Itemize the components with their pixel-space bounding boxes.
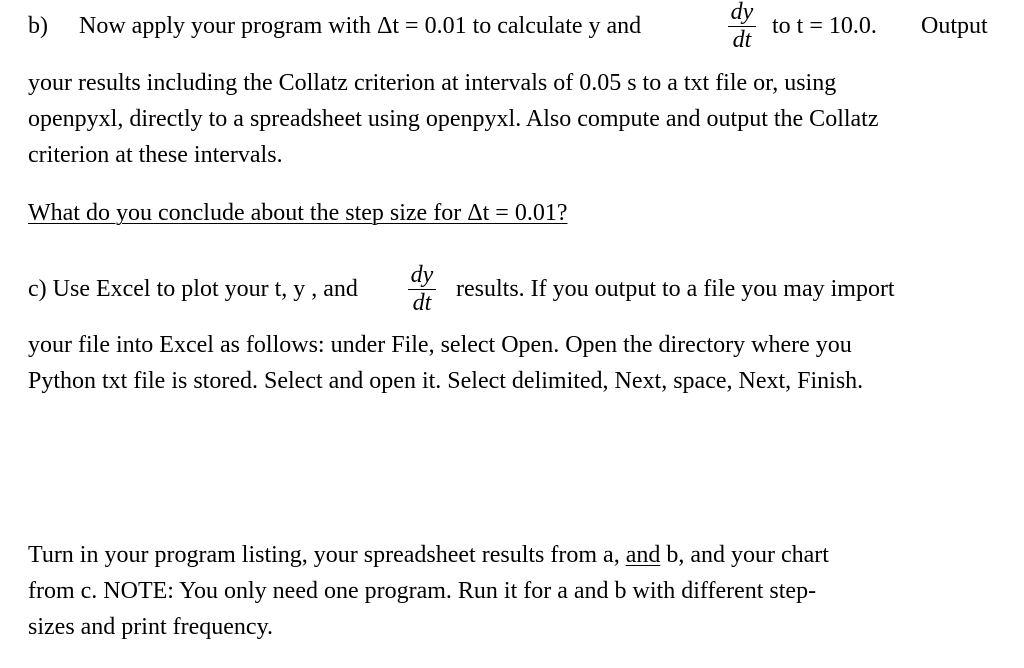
fraction-denominator: dt	[412, 290, 432, 316]
fraction-numerator: dy	[410, 262, 434, 288]
turn-in-line2: from c. NOTE: You only need one program. Run it for a and b with different step-	[28, 578, 817, 604]
part-b-label: b)	[28, 13, 48, 39]
part-b-line1-tail: to t = 10.0.	[772, 13, 877, 39]
part-c-line1-tail: results. If you output to a file you may import	[456, 276, 895, 302]
part-b-line1-end: Output	[921, 13, 988, 39]
part-b-line1-lead: Now apply your program with Δt = 0.01 to calculate y and	[79, 13, 642, 39]
part-c-line1-lead: c) Use Excel to plot your t, y , and	[28, 276, 358, 302]
turn-in-line1-post: b, and your chart	[666, 542, 829, 568]
part-b-line2: your results including the Collatz criterion at intervals of 0.05 s to a txt file or, using	[28, 70, 837, 96]
part-c-line3: Python txt file is stored. Select and open it. Select delimited, Next, space, Next, Finish.	[28, 368, 864, 394]
fraction-numerator: dy	[730, 0, 754, 25]
turn-in-and-underlined: and	[625, 542, 661, 568]
part-b-line3: openpyxl, directly to a spreadsheet using openpyxl. Also compute and output the Collatz	[28, 106, 879, 132]
part-c-line2: your file into Excel as follows: under File, select Open. Open the directory where you	[28, 332, 852, 358]
turn-in-line1-pre: Turn in your program listing, your spreadsheet results from a,	[28, 542, 620, 568]
fraction-denominator: dt	[732, 27, 752, 53]
dy-dt-fraction-b	[728, 0, 756, 52]
part-b-question: What do you conclude about the step size for Δt = 0.01?	[28, 200, 568, 226]
turn-in-line3: sizes and print frequency.	[28, 614, 274, 640]
dy-dt-fraction-c	[408, 263, 436, 315]
part-b-line4: criterion at these intervals.	[28, 142, 283, 168]
turn-in-line1	[28, 543, 829, 567]
